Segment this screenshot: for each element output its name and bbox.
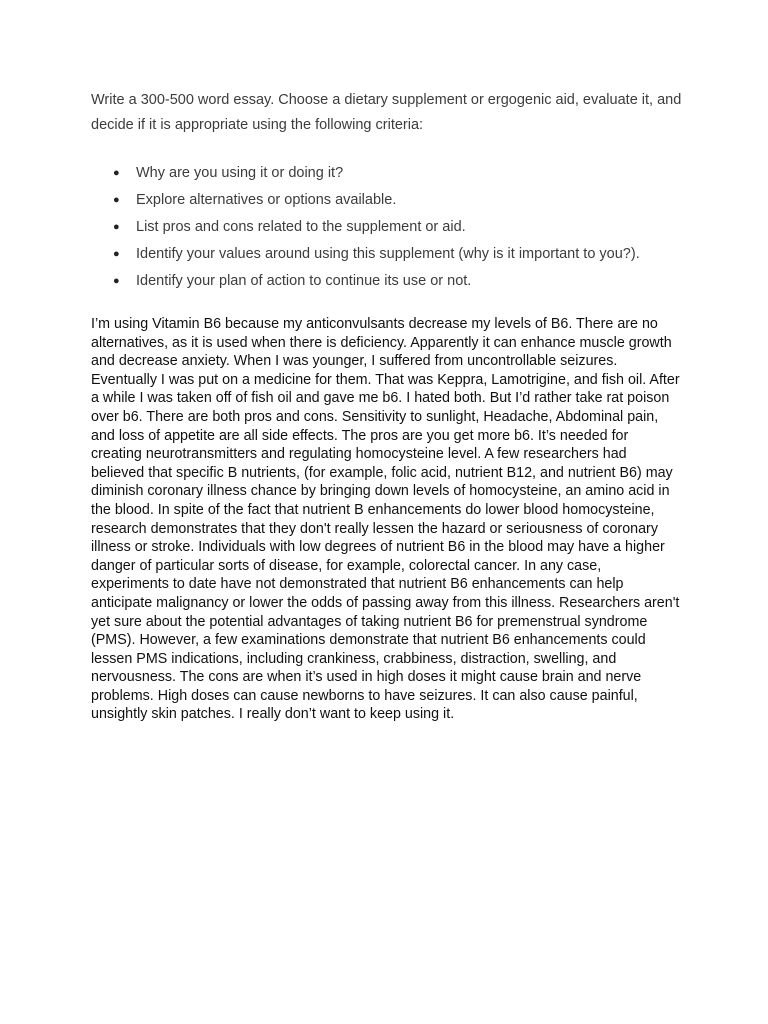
bullet-icon: ●	[113, 167, 120, 179]
list-item	[113, 187, 682, 214]
bullet-icon: ●	[113, 275, 120, 287]
criteria-text: Identify your plan of action to continue its use or not.	[136, 273, 472, 289]
list-item	[113, 214, 682, 241]
bullet-icon: ●	[113, 221, 120, 233]
bullet-icon: ●	[113, 248, 120, 260]
criteria-text: Why are you using it or doing it?	[136, 165, 344, 181]
criteria-text: List pros and cons related to the supplement or aid.	[136, 219, 466, 235]
assignment-prompt: Write a 300-500 word essay. Choose a dietary supplement or ergogenic aid, evaluate it, and decide if it is appropriate using the following criteria:	[91, 92, 682, 133]
criteria-list	[91, 160, 682, 295]
criteria-text: Identify your values around using this supplement (why is it important to you?).	[136, 246, 640, 262]
list-item	[113, 160, 682, 187]
list-item	[113, 241, 682, 268]
list-item	[113, 268, 682, 295]
essay-body: I’m using Vitamin B6 because my anticonvulsants decrease my levels of B6. There are no alternatives, as it is used when there is deficiency. Apparently it can enhance muscle growth and decrease anxiety. When I was younger, I suffered from uncontrollable seizures. Eventually I was put on a medicine for them. That was Keppra, Lamotrigine, and fish oil. After a while I was taken off of fish oil and gave me b6. I hated both. But I’d rather take rat poison over b6. There are both pros and cons. Sensitivity to sunlight, Headache, Abdominal pain, and loss of appetite are all side effects. The pros are you get more b6. It’s needed for creating neurotransmitters and regulating homocysteine level. A few researchers had believed that specific B nutrients, (for example, folic acid, nutrient B12, and nutrient B6) may diminish coronary illness chance by bringing down levels of homocysteine, an amino acid in the blood. In spite of the fact that nutrient B enhancements do lower blood homocysteine, research demonstrates that they don't really lessen the hazard or seriousness of coronary illness or stroke. Individuals with low degrees of nutrient B6 in the blood may have a higher danger of particular sorts of disease, for example, colorectal cancer. In any case, experiments to date have not demonstrated that nutrient B6 enhancements can help anticipate malignancy or lower the odds of passing away from this illness. Researchers aren't yet sure about the potential advantages of taking nutrient B6 for premenstrual syndrome (PMS). However, a few examinations demonstrate that nutrient B6 enhancements could lessen PMS indications, including crankiness, crabbiness, distraction, swelling, and nervousness. The cons are when it’s used in high doses it might cause brain and nerve problems. High doses can cause newborns to have seizures. It can also cause painful, unsightly skin patches. I really don’t want to keep using it.	[91, 316, 680, 723]
criteria-text: Explore alternatives or options available.	[136, 192, 397, 208]
bullet-icon: ●	[113, 194, 120, 206]
